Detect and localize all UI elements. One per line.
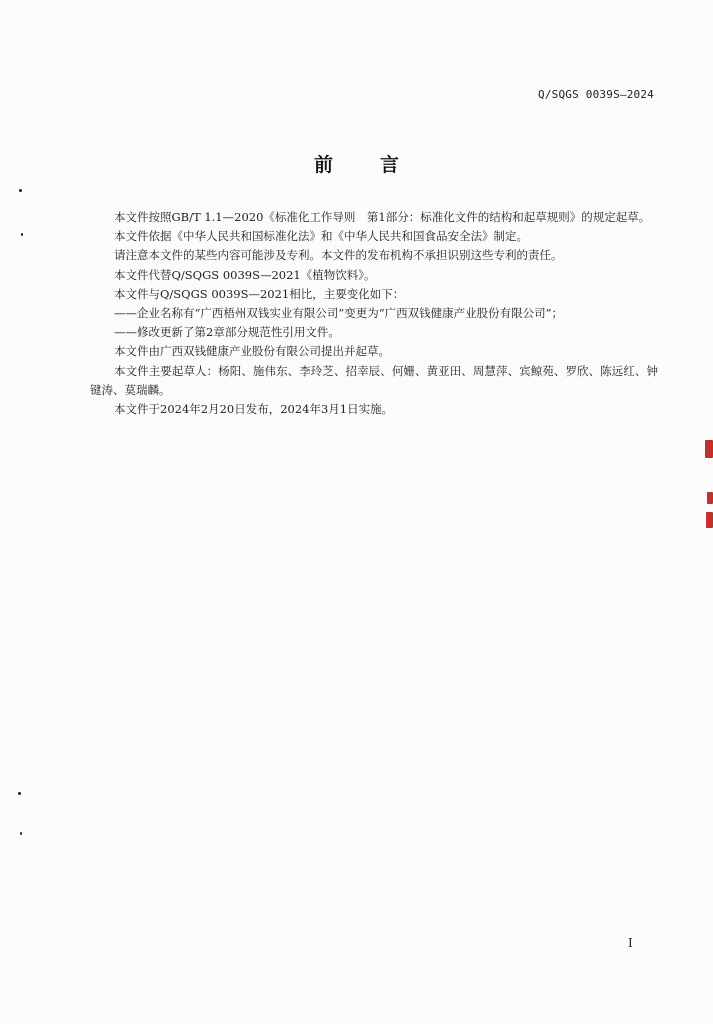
paragraph-patent-notice: 请注意本文件的某些内容可能涉及专利。本文件的发布机构不承担识别这些专利的责任。 [114,248,563,263]
scan-speck [21,233,23,236]
scan-speck [20,832,22,835]
title-char-1: 前 [313,154,333,176]
scan-speck [18,792,21,795]
seal-fragment [707,492,713,504]
paragraph-change-item-1: ——企业名称有“广西梧州双钱实业有限公司”变更为“广西双钱健康产业股份有限公司”； [114,306,564,321]
page-number: I [628,936,633,950]
paragraph-replaces: 本文件代替Q/SQGS 0039S—2021《植物饮料》。 [114,267,376,282]
seal-fragment [705,440,713,458]
scan-speck [19,189,22,192]
paragraph-change-item-2: ——修改更新了第2章部分规范性引用文件。 [114,325,340,340]
paragraph-dates: 本文件于2024年2月20日发布，2024年3月1日实施。 [114,402,394,417]
title-char-2: 言 [379,154,399,176]
paragraph-drafters: 本文件主要起草人：杨阳、施伟东、李玲芝、招幸辰、何姗、黄亚田、周慧萍、宾鲸苑、罗欣、陈远红、钟键涛、莫瑞麟。 [90,363,658,397]
foreword-body [90,208,658,419]
page-title [0,150,713,177]
paragraph-legal-basis: 本文件依据《中华人民共和国标准化法》和《中华人民共和国食品安全法》制定。 [114,229,528,244]
document-code: Q/SQGS 0039S—2024 [538,88,654,101]
paragraph-standard-basis: 本文件按照GB/T 1.1—2020《标准化工作导则 第1部分：标准化文件的结构和起草规则》的规定起草。 [114,210,651,224]
seal-fragment [706,512,713,528]
paragraph-changes-intro: 本文件与Q/SQGS 0039S—2021相比，主要变化如下： [114,286,405,301]
paragraph-proposer: 本文件由广西双钱健康产业股份有限公司提出并起草。 [114,344,390,359]
